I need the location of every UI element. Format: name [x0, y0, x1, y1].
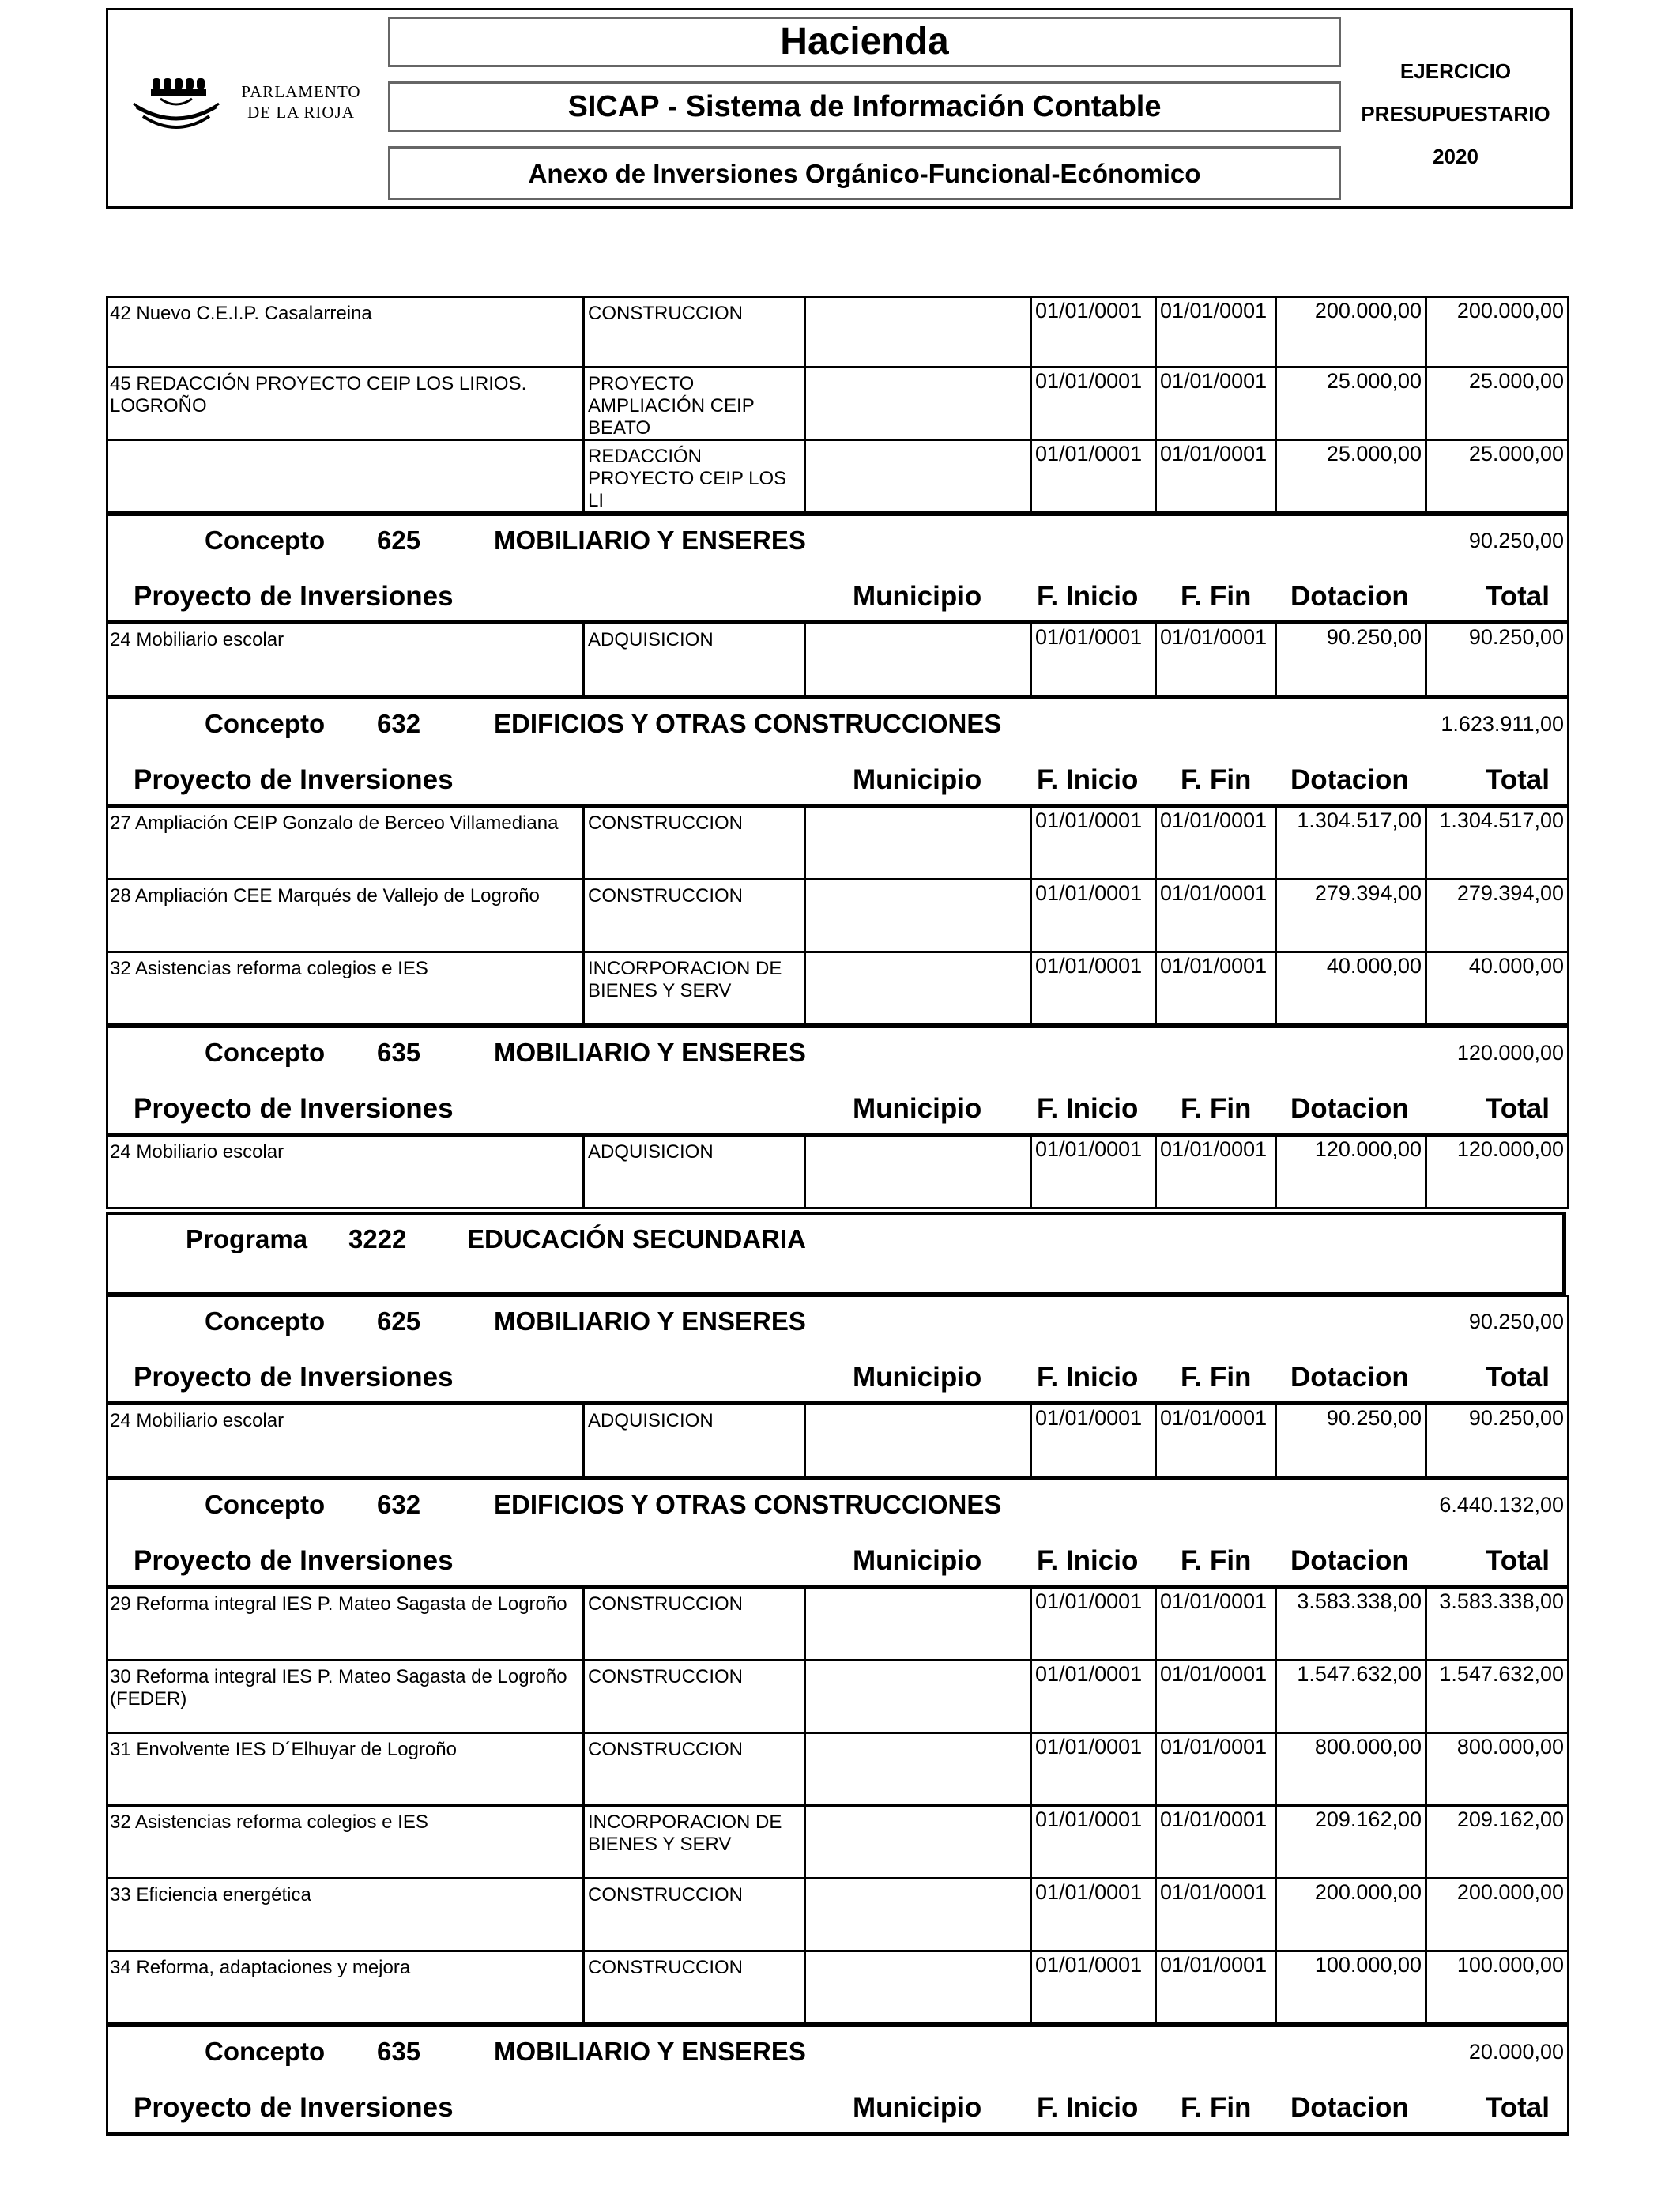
project-type: INCORPORACION DE BIENES Y SERV [582, 953, 804, 1023]
project-name: 24 Mobiliario escolar [110, 1410, 284, 1431]
project-name [108, 441, 582, 511]
column-header-inicio: F. Inicio [1037, 764, 1139, 795]
project-type: ADQUISICION [582, 624, 804, 695]
ejercicio-label: EJERCICIO [1399, 59, 1512, 83]
column-header-inicio: F. Inicio [1037, 1545, 1139, 1576]
column-header-fin: F. Fin [1181, 581, 1252, 612]
municipality [804, 1137, 1030, 1207]
project-type: CONSTRUCCION [582, 880, 804, 951]
allocation: 25.000,00 [1275, 368, 1425, 439]
table-row [106, 953, 1569, 1026]
column-header-municipio: Municipio [853, 1545, 982, 1576]
column-header-municipio: Municipio [853, 1093, 982, 1124]
project-type: CONSTRUCCION [582, 298, 804, 366]
column-header-inicio: F. Inicio [1037, 1362, 1139, 1393]
project-name: 45 REDACCIÓN PROYECTO CEIP LOS LIRIOS. LOGROÑO [110, 373, 527, 417]
column-header-dotacion: Dotacion [1290, 2092, 1409, 2123]
municipality [804, 298, 1030, 366]
project-name: 32 Asistencias reforma colegios e IES [110, 1811, 428, 1833]
municipality [804, 808, 1030, 878]
project-name: 31 Envolvente IES D´Elhuyar de Logroño [110, 1739, 457, 1760]
start-date: 01/01/0001 [1030, 880, 1155, 951]
investment-table [106, 296, 1569, 2136]
municipality [804, 368, 1030, 439]
project-name: 30 Reforma integral IES P. Mateo Sagasta de Logroño (FEDER) [110, 1666, 567, 1710]
programa-code: 3222 [348, 1224, 407, 1253]
project-name: 24 Mobiliario escolar [110, 629, 284, 650]
allocation: 800.000,00 [1275, 1734, 1425, 1804]
project-name: 27 Ampliación CEIP Gonzalo de Berceo Villamediana [110, 812, 559, 834]
allocation: 40.000,00 [1275, 953, 1425, 1023]
municipality [804, 1589, 1030, 1659]
allocation: 279.394,00 [1275, 880, 1425, 951]
concepto-code: 625 [377, 526, 421, 555]
project-name: 33 Eficiencia energética [110, 1884, 311, 1906]
start-date: 01/01/0001 [1030, 368, 1155, 439]
programa-name: EDUCACIÓN SECUNDARIA [467, 1224, 807, 1253]
row-total: 1.304.517,00 [1425, 808, 1567, 878]
municipality [804, 1661, 1030, 1732]
allocation: 120.000,00 [1275, 1137, 1425, 1207]
allocation: 90.250,00 [1275, 1405, 1425, 1476]
table-row [106, 296, 1569, 368]
column-header-proyecto: Proyecto de Inversiones [134, 1362, 454, 1393]
start-date: 01/01/0001 [1030, 1734, 1155, 1804]
end-date: 01/01/0001 [1155, 1734, 1275, 1804]
end-date: 01/01/0001 [1155, 1589, 1275, 1659]
concepto-name: MOBILIARIO Y ENSERES [494, 2037, 806, 2066]
allocation: 25.000,00 [1275, 441, 1425, 511]
concepto-amount: 1.623.911,00 [1441, 712, 1564, 736]
project-type: ADQUISICION [582, 1405, 804, 1476]
allocation: 90.250,00 [1275, 624, 1425, 695]
project-type: REDACCIÓN PROYECTO CEIP LOS LI [582, 441, 804, 511]
system-name: SICAP - Sistema de Información Contable [388, 81, 1341, 132]
end-date: 01/01/0001 [1155, 808, 1275, 878]
fiscal-year: 2020 [1433, 145, 1478, 168]
programa-section [106, 1212, 1566, 1295]
column-header-fin: F. Fin [1181, 1362, 1252, 1393]
end-date: 01/01/0001 [1155, 1879, 1275, 1950]
concepto-code: 625 [377, 1306, 421, 1336]
row-total: 100.000,00 [1425, 1952, 1567, 2022]
logo-line-2: DE LA RIOJA [247, 103, 355, 122]
column-header-fin: F. Fin [1181, 1093, 1252, 1124]
concepto-section [106, 1295, 1569, 1405]
presupuestario-label: PRESUPUESTARIO [1361, 102, 1550, 126]
row-total: 25.000,00 [1425, 441, 1567, 511]
allocation: 3.583.338,00 [1275, 1589, 1425, 1659]
column-header-total: Total [1485, 1545, 1550, 1576]
table-row [106, 368, 1569, 441]
column-header-proyecto: Proyecto de Inversiones [134, 1093, 454, 1124]
column-header-municipio: Municipio [853, 581, 982, 612]
table-row [106, 808, 1569, 880]
end-date: 01/01/0001 [1155, 1137, 1275, 1207]
concepto-section [106, 2025, 1569, 2136]
column-header-inicio: F. Inicio [1037, 1093, 1139, 1124]
concepto-section [106, 1026, 1569, 1137]
concepto-section [106, 697, 1569, 808]
end-date: 01/01/0001 [1155, 953, 1275, 1023]
municipality [804, 1405, 1030, 1476]
column-header-proyecto: Proyecto de Inversiones [134, 1545, 454, 1576]
project-name: 28 Ampliación CEE Marqués de Vallejo de Logroño [110, 885, 540, 907]
municipality [804, 953, 1030, 1023]
concepto-code: 632 [377, 709, 421, 738]
row-total: 200.000,00 [1425, 298, 1567, 366]
project-name: 24 Mobiliario escolar [110, 1141, 284, 1163]
annex-title: Anexo de Inversiones Orgánico-Funcional-Ecónomico [388, 146, 1341, 200]
project-type: CONSTRUCCION [582, 1734, 804, 1804]
allocation: 209.162,00 [1275, 1807, 1425, 1877]
municipality [804, 1879, 1030, 1950]
table-row [106, 624, 1569, 697]
concepto-code: 635 [377, 1038, 421, 1067]
end-date: 01/01/0001 [1155, 441, 1275, 511]
concepto-amount: 90.250,00 [1468, 529, 1564, 552]
column-header-proyecto: Proyecto de Inversiones [134, 2092, 454, 2123]
start-date: 01/01/0001 [1030, 1661, 1155, 1732]
row-total: 1.547.632,00 [1425, 1661, 1567, 1732]
allocation: 200.000,00 [1275, 298, 1425, 366]
municipality [804, 1734, 1030, 1804]
page-title: Hacienda [388, 17, 1341, 67]
concepto-section [106, 514, 1569, 624]
column-header-proyecto: Proyecto de Inversiones [134, 581, 454, 612]
column-header-dotacion: Dotacion [1290, 764, 1409, 795]
allocation: 100.000,00 [1275, 1952, 1425, 2022]
start-date: 01/01/0001 [1030, 441, 1155, 511]
end-date: 01/01/0001 [1155, 1661, 1275, 1732]
municipality [804, 880, 1030, 951]
project-type: PROYECTO AMPLIACIÓN CEIP BEATO [582, 368, 804, 439]
project-type: ADQUISICION [582, 1137, 804, 1207]
row-total: 90.250,00 [1425, 624, 1567, 695]
column-header-total: Total [1485, 1362, 1550, 1393]
end-date: 01/01/0001 [1155, 880, 1275, 951]
column-header-fin: F. Fin [1181, 764, 1252, 795]
column-header-fin: F. Fin [1181, 2092, 1252, 2123]
start-date: 01/01/0001 [1030, 298, 1155, 366]
concepto-name: MOBILIARIO Y ENSERES [494, 1306, 806, 1336]
concepto-label: Concepto [205, 709, 326, 738]
row-total: 90.250,00 [1425, 1405, 1567, 1476]
column-header-inicio: F. Inicio [1037, 581, 1139, 612]
column-header-municipio: Municipio [853, 2092, 982, 2123]
concepto-name: EDIFICIOS Y OTRAS CONSTRUCCIONES [494, 1490, 1002, 1519]
allocation: 1.547.632,00 [1275, 1661, 1425, 1732]
fiscal-year-box [1349, 50, 1562, 178]
column-header-dotacion: Dotacion [1290, 1362, 1409, 1393]
concepto-label: Concepto [205, 1038, 326, 1067]
start-date: 01/01/0001 [1030, 1589, 1155, 1659]
column-header-dotacion: Dotacion [1290, 1093, 1409, 1124]
table-row [106, 1879, 1569, 1952]
municipality [804, 441, 1030, 511]
column-header-total: Total [1485, 2092, 1550, 2123]
end-date: 01/01/0001 [1155, 368, 1275, 439]
table-row [106, 880, 1569, 953]
project-name: 42 Nuevo C.E.I.P. Casalarreina [110, 303, 372, 324]
concepto-amount: 90.250,00 [1468, 1310, 1564, 1333]
project-name: 34 Reforma, adaptaciones y mejora [110, 1957, 411, 1978]
row-total: 200.000,00 [1425, 1879, 1567, 1950]
row-total: 40.000,00 [1425, 953, 1567, 1023]
table-row [106, 1405, 1569, 1478]
concepto-section [106, 1478, 1569, 1589]
municipality [804, 1807, 1030, 1877]
end-date: 01/01/0001 [1155, 1952, 1275, 2022]
table-row [106, 1137, 1569, 1209]
row-total: 800.000,00 [1425, 1734, 1567, 1804]
row-total: 3.583.338,00 [1425, 1589, 1567, 1659]
table-row [106, 441, 1569, 514]
row-total: 120.000,00 [1425, 1137, 1567, 1207]
municipality [804, 624, 1030, 695]
column-header-dotacion: Dotacion [1290, 1545, 1409, 1576]
start-date: 01/01/0001 [1030, 808, 1155, 878]
project-type: INCORPORACION DE BIENES Y SERV [582, 1807, 804, 1877]
concepto-code: 632 [377, 1490, 421, 1519]
table-row [106, 1589, 1569, 1661]
start-date: 01/01/0001 [1030, 953, 1155, 1023]
start-date: 01/01/0001 [1030, 1405, 1155, 1476]
concepto-name: MOBILIARIO Y ENSERES [494, 1038, 806, 1067]
concepto-amount: 6.440.132,00 [1439, 1493, 1564, 1517]
concepto-label: Concepto [205, 1306, 326, 1336]
start-date: 01/01/0001 [1030, 1879, 1155, 1950]
row-total: 209.162,00 [1425, 1807, 1567, 1877]
concepto-amount: 120.000,00 [1456, 1041, 1564, 1065]
report-header [106, 8, 1573, 209]
end-date: 01/01/0001 [1155, 1807, 1275, 1877]
row-total: 279.394,00 [1425, 880, 1567, 951]
table-row [106, 1661, 1569, 1734]
concepto-amount: 20.000,00 [1468, 2040, 1564, 2064]
concepto-label: Concepto [205, 2037, 326, 2066]
project-type: CONSTRUCCION [582, 808, 804, 878]
table-row [106, 1734, 1569, 1807]
start-date: 01/01/0001 [1030, 1137, 1155, 1207]
allocation: 1.304.517,00 [1275, 808, 1425, 878]
row-total: 25.000,00 [1425, 368, 1567, 439]
project-type: CONSTRUCCION [582, 1952, 804, 2022]
allocation: 200.000,00 [1275, 1879, 1425, 1950]
logo-line-1: PARLAMENTO [241, 82, 361, 101]
project-name: 32 Asistencias reforma colegios e IES [110, 958, 428, 979]
end-date: 01/01/0001 [1155, 1405, 1275, 1476]
parliament-logo [129, 61, 366, 148]
end-date: 01/01/0001 [1155, 298, 1275, 366]
concepto-name: EDIFICIOS Y OTRAS CONSTRUCCIONES [494, 709, 1002, 738]
concepto-label: Concepto [205, 1490, 326, 1519]
start-date: 01/01/0001 [1030, 1807, 1155, 1877]
column-header-total: Total [1485, 1093, 1550, 1124]
column-header-inicio: F. Inicio [1037, 2092, 1139, 2123]
municipality [804, 1952, 1030, 2022]
concepto-label: Concepto [205, 526, 326, 555]
end-date: 01/01/0001 [1155, 624, 1275, 695]
table-row [106, 1952, 1569, 2025]
column-header-total: Total [1485, 581, 1550, 612]
start-date: 01/01/0001 [1030, 1952, 1155, 2022]
concepto-code: 635 [377, 2037, 421, 2066]
programa-label: Programa [186, 1224, 308, 1253]
concepto-name: MOBILIARIO Y ENSERES [494, 526, 806, 555]
column-header-municipio: Municipio [853, 764, 982, 795]
project-name: 29 Reforma integral IES P. Mateo Sagasta de Logroño [110, 1593, 567, 1615]
column-header-dotacion: Dotacion [1290, 581, 1409, 612]
column-header-total: Total [1485, 764, 1550, 795]
table-row [106, 1807, 1569, 1879]
parliament-crest-icon [129, 75, 224, 138]
project-type: CONSTRUCCION [582, 1661, 804, 1732]
start-date: 01/01/0001 [1030, 624, 1155, 695]
project-type: CONSTRUCCION [582, 1589, 804, 1659]
column-header-proyecto: Proyecto de Inversiones [134, 764, 454, 795]
column-header-fin: F. Fin [1181, 1545, 1252, 1576]
column-header-municipio: Municipio [853, 1362, 982, 1393]
project-type: CONSTRUCCION [582, 1879, 804, 1950]
